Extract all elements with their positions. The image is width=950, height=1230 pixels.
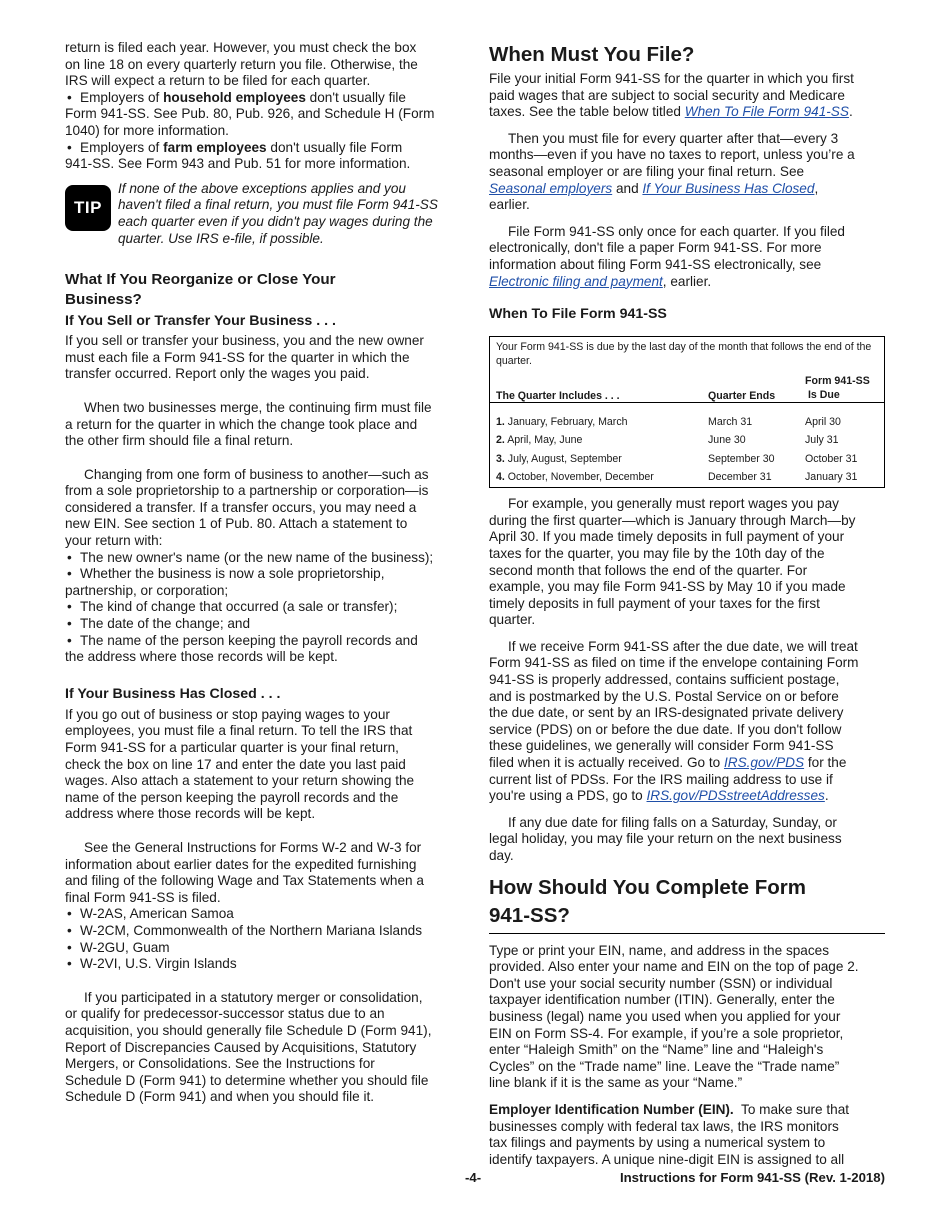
column-header-quarter: The Quarter Includes . . . — [490, 374, 703, 403]
paragraph-every-quarter: Then you must file for every quarter after that—every 3 months—even if you have no taxes to report, unless you’re a seasonal employer or are filing your final return. See Seasonal employers and If Your Business Has Closed, earlier. — [489, 130, 855, 213]
table-row: 3. July, August, September September 30 October 31 — [496, 452, 858, 465]
link-seasonal-employers[interactable]: Seasonal employers — [489, 180, 613, 196]
link-electronic-filing[interactable]: Electronic filing and payment — [489, 273, 663, 289]
link-business-closed[interactable]: If Your Business Has Closed — [642, 180, 815, 196]
paragraph-statutory-merger: If you participated in a statutory merger or consolidation, or qualify for predecessor-successor status due to an acquisition, you should generally file Schedule D (Form 941), Report of Discrepancies Caused by Acquisitions, Statutory Mergers, or Consolidations. See the Instructions for Schedule D (Form 941) to determine whether you should file Schedule D (Form 941) and when you should file it. — [65, 989, 432, 1105]
bullet-item: • W-2GU, Guam — [65, 940, 460, 957]
heading-sell-transfer: If You Sell or Transfer Your Business . . . — [65, 313, 336, 330]
left-column — [65, 40, 460, 1106]
due-date-table — [489, 336, 885, 488]
right-column — [489, 40, 885, 1168]
paragraph-initial-filing: File your initial Form 941-SS for the quarter in which you first paid wages that are subject to social security and Medicare taxes. See the table below titled When To File Form 941-SS. — [489, 71, 854, 120]
paragraph-holiday: If any due date for filing falls on a Saturday, Sunday, or legal holiday, you may file your return on the next business day. — [489, 814, 842, 863]
tip-box — [65, 181, 460, 247]
heading-when-to-file-table: When To File Form 941-SS — [489, 306, 667, 323]
bullet-farm-employees: • Employers of farm employees don't usually file Form 941-SS. See Form 943 and Pub. 51 for more information. — [65, 140, 460, 173]
bullet-item: • The date of the change; and — [65, 616, 460, 633]
paragraph-file-once: File Form 941-SS only once for each quarter. If you filed electronically, don't file a paper Form 941-SS. For more information about filing Form 941-SS electronically, see Electronic filing and payment, earlier. — [489, 223, 845, 289]
link-irs-pds[interactable]: IRS.gov/PDS — [723, 755, 805, 771]
paragraph-merge: When two businesses merge, the continuing firm must file a return for the quarter in which the change took place and the other firm should file a final return. — [65, 399, 432, 449]
bullet-item: • Whether the business is now a sole proprietorship, partnership, or corporation; — [65, 566, 460, 599]
page-number: -4- — [465, 1170, 482, 1185]
column-header-due: Form 941-SS Is Due — [799, 374, 885, 403]
column-header-quarter-ends: Quarter Ends — [702, 374, 799, 403]
tip-text: If none of the above exceptions applies and you haven't filed a final return, you must file Form 941-SS each quarter even if you didn't pay wages during the quarter. Use IRS e-file, if possible. — [118, 180, 438, 246]
heading-reorganize-close: What If You Reorganize or Close Your Business? — [65, 271, 336, 308]
bullet-item: • W-2VI, U.S. Virgin Islands — [65, 956, 460, 973]
paragraph-return-filed: return is filed each year. However, you must check the box on line 18 on every quarterly return you file. Otherwise, the IRS will expect a return to be filed for each quarter. — [65, 40, 418, 89]
paragraph-example: For example, you generally must report wages you pay during the first quarter—which is January through March—by April 30. If you made timely deposits in full payment of your taxes for the quarter, you may file by the 10th day of the second month that follows the end of the quarter. For example, you may file Form 941-SS by May 10 if you made timely deposits in full payment of your taxes for the first quarter. — [489, 496, 856, 628]
table-caption: Your Form 941-SS is due by the last day of the month that follows the end of the quarter. — [496, 341, 872, 368]
table-row: 1. January, February, March March 31 April 30 — [496, 415, 841, 428]
bullet-item: • W-2AS, American Samoa — [65, 906, 460, 923]
table-row: 2. April, May, June June 30 July 31 — [496, 434, 839, 447]
link-irs-pds-street-addresses[interactable]: IRS.gov/PDSstreetAddresses — [646, 788, 825, 804]
bullet-item: • The name of the person keeping the payroll records and the address where those records will be kept. — [65, 633, 460, 666]
paragraph-type-or-print: Type or print your EIN, name, and address in the spaces provided. Also enter your name and EIN on the top of page 2. Don't use your social security number (SSN) or individual taxpayer identification number (ITIN). Generally, enter the business (legal) name you used when you applied for your EIN on Form SS-4. For example, if you’re a sole proprietor, enter “Haleigh Smith” on the “Name” line and “Haleigh's Cycles” on the “Trade name” line. Leave the “Trade name” line blank if it is the same as your “Name.” — [489, 942, 859, 1091]
bullet-item: • The new owner's name (or the new name of the business); — [65, 550, 460, 567]
heading-when-must-you-file: When Must You File? — [489, 43, 695, 66]
link-when-to-file[interactable]: When To File Form 941-SS — [684, 104, 849, 120]
paragraph-received-late: If we receive Form 941-SS after the due date, we will treat Form 941-SS as filed on time if the envelope containing Form 941-SS is properly addressed, contains sufficient postage, and is postmarked by the U.S. Postal Service on or before the due date, or sent by an IRS-designated private delivery service (PDS) on or before the due date. If you don't follow these guidelines, we generally will consider Form 941-SS filed when it is actually received. Go to IRS.gov/PDS for the current list of PDSs. For the IRS mailing address to use if you're using a PDS, go to IRS.gov/PDSstreetAddresses. — [489, 638, 859, 804]
bullet-item: • W-2CM, Commonwealth of the Northern Mariana Islands — [65, 923, 460, 940]
tip-icon: TIP — [65, 185, 111, 231]
paragraph-business-closed: If you go out of business or stop paying wages to your employees, you must file a final return. To tell the IRS that Form 941-SS for a particular quarter is your final return, check the box on line 17 and enter the date you last paid wages. Also attach a statement to your return showing the name of the person keeping the payroll records and the address where those records will be kept. — [65, 706, 415, 822]
heading-business-closed: If Your Business Has Closed . . . — [65, 685, 281, 702]
document-title: Instructions for Form 941-SS (Rev. 1-2018) — [619, 1170, 885, 1185]
paragraph-ein: Employer Identification Number (EIN). To make sure that businesses comply with federal tax laws, the IRS monitors tax filings and payments by using a numerical system to identify taxpayers. A unique nine-digit EIN is assigned to all — [489, 1101, 850, 1167]
paragraph-general-instructions: See the General Instructions for Forms W-2 and W-3 for information about earlier dates for the expedited furnishing and filing of the following Wage and Tax Statements when a final Form 941-SS is filed. — [65, 839, 424, 905]
table-row: 4. October, November, December December 31 January 31 — [496, 471, 858, 484]
heading-how-complete: How Should You Complete Form 941-SS? — [489, 874, 885, 934]
paragraph-change-business: Changing from one form of business to another—such as from a sole proprietorship to a partnership or corporation—is considered a transfer. If a transfer occurs, you may need a new EIN. See section 1 of Pub. 80. Attach a statement to your return with: — [65, 466, 429, 549]
bullet-household-employees: • Employers of household employees don't usually file Form 941-SS. See Pub. 80, Pub. 926, and Schedule H (Form 1040) for more information. — [65, 90, 460, 140]
paragraph-sell-transfer: If you sell or transfer your business, you and the new owner must each file a Form 941-SS for the quarter in which the transfer occurred. Report only the wages you paid. — [65, 333, 424, 382]
bullet-item: • The kind of change that occurred (a sale or transfer); — [65, 599, 460, 616]
